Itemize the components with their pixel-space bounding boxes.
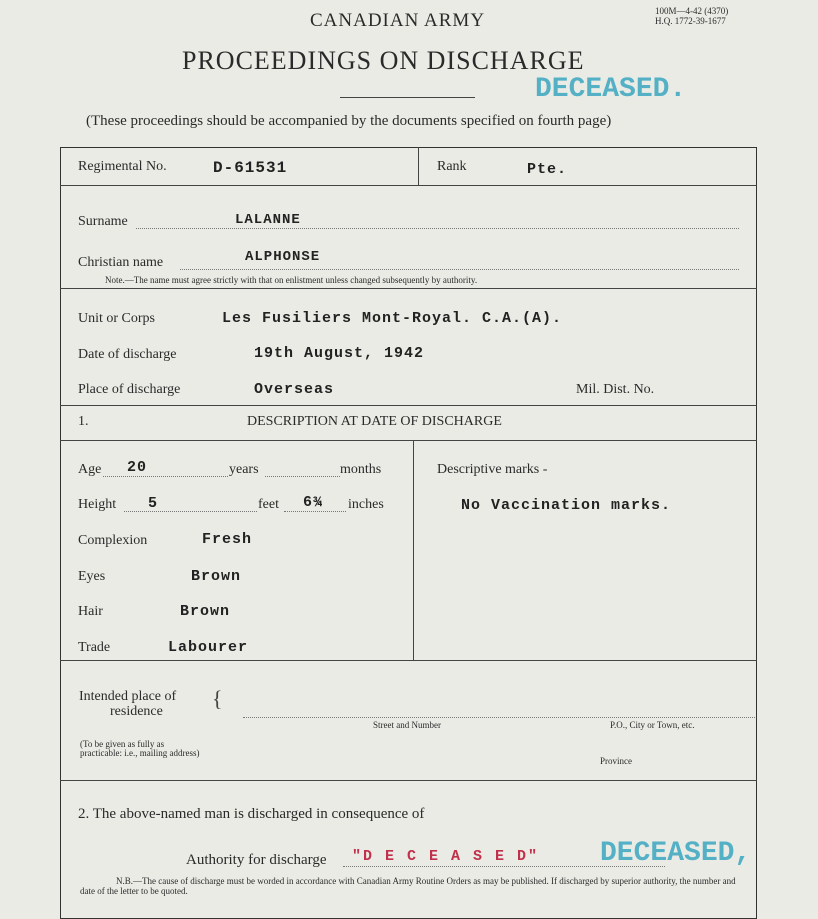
christian-name-value: ALPHONSE: [245, 249, 321, 265]
authority-label: Authority for discharge: [186, 852, 327, 868]
trade-label: Trade: [78, 640, 111, 655]
dotted-line: [136, 228, 739, 229]
authority-value: "D E C E A S E D": [352, 848, 540, 865]
hair-value: Brown: [180, 603, 231, 620]
months-label: months: [340, 462, 382, 477]
regimental-number: D-61531: [213, 159, 288, 177]
inches-value: 6¾: [303, 494, 324, 511]
hq-number: H.Q. 1772-39-1677: [655, 16, 726, 26]
mil-dist-label: Mil. Dist. No.: [576, 382, 655, 397]
regimental-label: Regimental No.: [78, 159, 167, 174]
page-title: PROCEEDINGS ON DISCHARGE: [182, 46, 585, 75]
dotted-line: [180, 269, 739, 270]
place-value: Overseas: [254, 381, 335, 398]
divider: [340, 97, 475, 98]
marks-label: Descriptive marks -: [437, 462, 548, 477]
province-label: Province: [600, 756, 632, 766]
complexion-label: Complexion: [78, 533, 148, 548]
org-name: CANADIAN ARMY: [310, 10, 486, 31]
discharge-cause-text: 2. The above-named man is discharged in consequence of: [78, 806, 425, 822]
dotted-line: [265, 476, 340, 477]
rank-label: Rank: [437, 159, 467, 174]
dotted-line: [103, 476, 228, 477]
surname-value: LALANNE: [235, 212, 301, 228]
unit-value: Les Fusiliers Mont-Royal. C.A.(A).: [222, 310, 563, 327]
section-heading: DESCRIPTION AT DATE OF DISCHARGE: [247, 414, 502, 429]
date-value: 19th August, 1942: [254, 345, 425, 362]
hair-label: Hair: [78, 604, 103, 619]
deceased-stamp: DECEASED,: [600, 838, 752, 869]
nb-note: N.B.—The cause of discharge must be worded in accordance with Canadian Army Routine Orders as may be published. If discharged by superior authority, the number and date of the letter to be quoted.: [80, 876, 736, 896]
age-value: 20: [127, 459, 148, 476]
form-code: [655, 6, 728, 26]
place-label: Place of discharge: [78, 382, 181, 397]
inches-label: inches: [348, 497, 384, 512]
divider: [60, 405, 757, 406]
street-label: Street and Number: [373, 720, 441, 730]
dotted-line: [124, 511, 257, 512]
marks-value: No Vaccination marks.: [461, 497, 672, 514]
christian-name-label: Christian name: [78, 255, 164, 270]
surname-label: Surname: [78, 214, 128, 229]
date-label: Date of discharge: [78, 347, 177, 362]
divider: [60, 185, 757, 186]
deceased-stamp: DECEASED.: [535, 74, 687, 105]
divider: [60, 780, 757, 781]
dotted-line: [284, 511, 346, 512]
feet-label: feet: [258, 497, 279, 512]
unit-label: Unit or Corps: [78, 311, 155, 326]
divider: [418, 147, 419, 185]
name-note: Note.—The name must agree strictly with that on enlistment unless changed subsequently by authority.: [105, 275, 478, 285]
form-number: 100M—4-42 (4370): [655, 6, 729, 16]
eyes-value: Brown: [191, 568, 242, 585]
residence-line: [243, 717, 755, 718]
section-number: 1.: [78, 414, 89, 429]
city-label: P.O., City or Town, etc.: [610, 720, 695, 730]
residence-hint: (To be given as fully as practicable: i.e., mailing address): [80, 739, 200, 758]
residence-label-2: residence: [110, 704, 163, 719]
divider: [60, 660, 757, 661]
years-label: years: [229, 462, 259, 477]
divider: [60, 440, 757, 441]
age-label: Age: [78, 462, 102, 477]
height-label: Height: [78, 497, 117, 512]
divider: [60, 288, 757, 289]
brace: {: [212, 686, 223, 711]
form-box: [60, 147, 757, 919]
trade-value: Labourer: [168, 639, 249, 656]
residence-label: Intended place of: [79, 689, 177, 704]
divider: [413, 440, 414, 660]
subtitle: (These proceedings should be accompanied by the documents specified on fourth page): [86, 113, 612, 129]
complexion-value: Fresh: [202, 531, 253, 548]
feet-value: 5: [148, 495, 159, 512]
eyes-label: Eyes: [78, 569, 106, 584]
rank-value: Pte.: [527, 161, 568, 178]
